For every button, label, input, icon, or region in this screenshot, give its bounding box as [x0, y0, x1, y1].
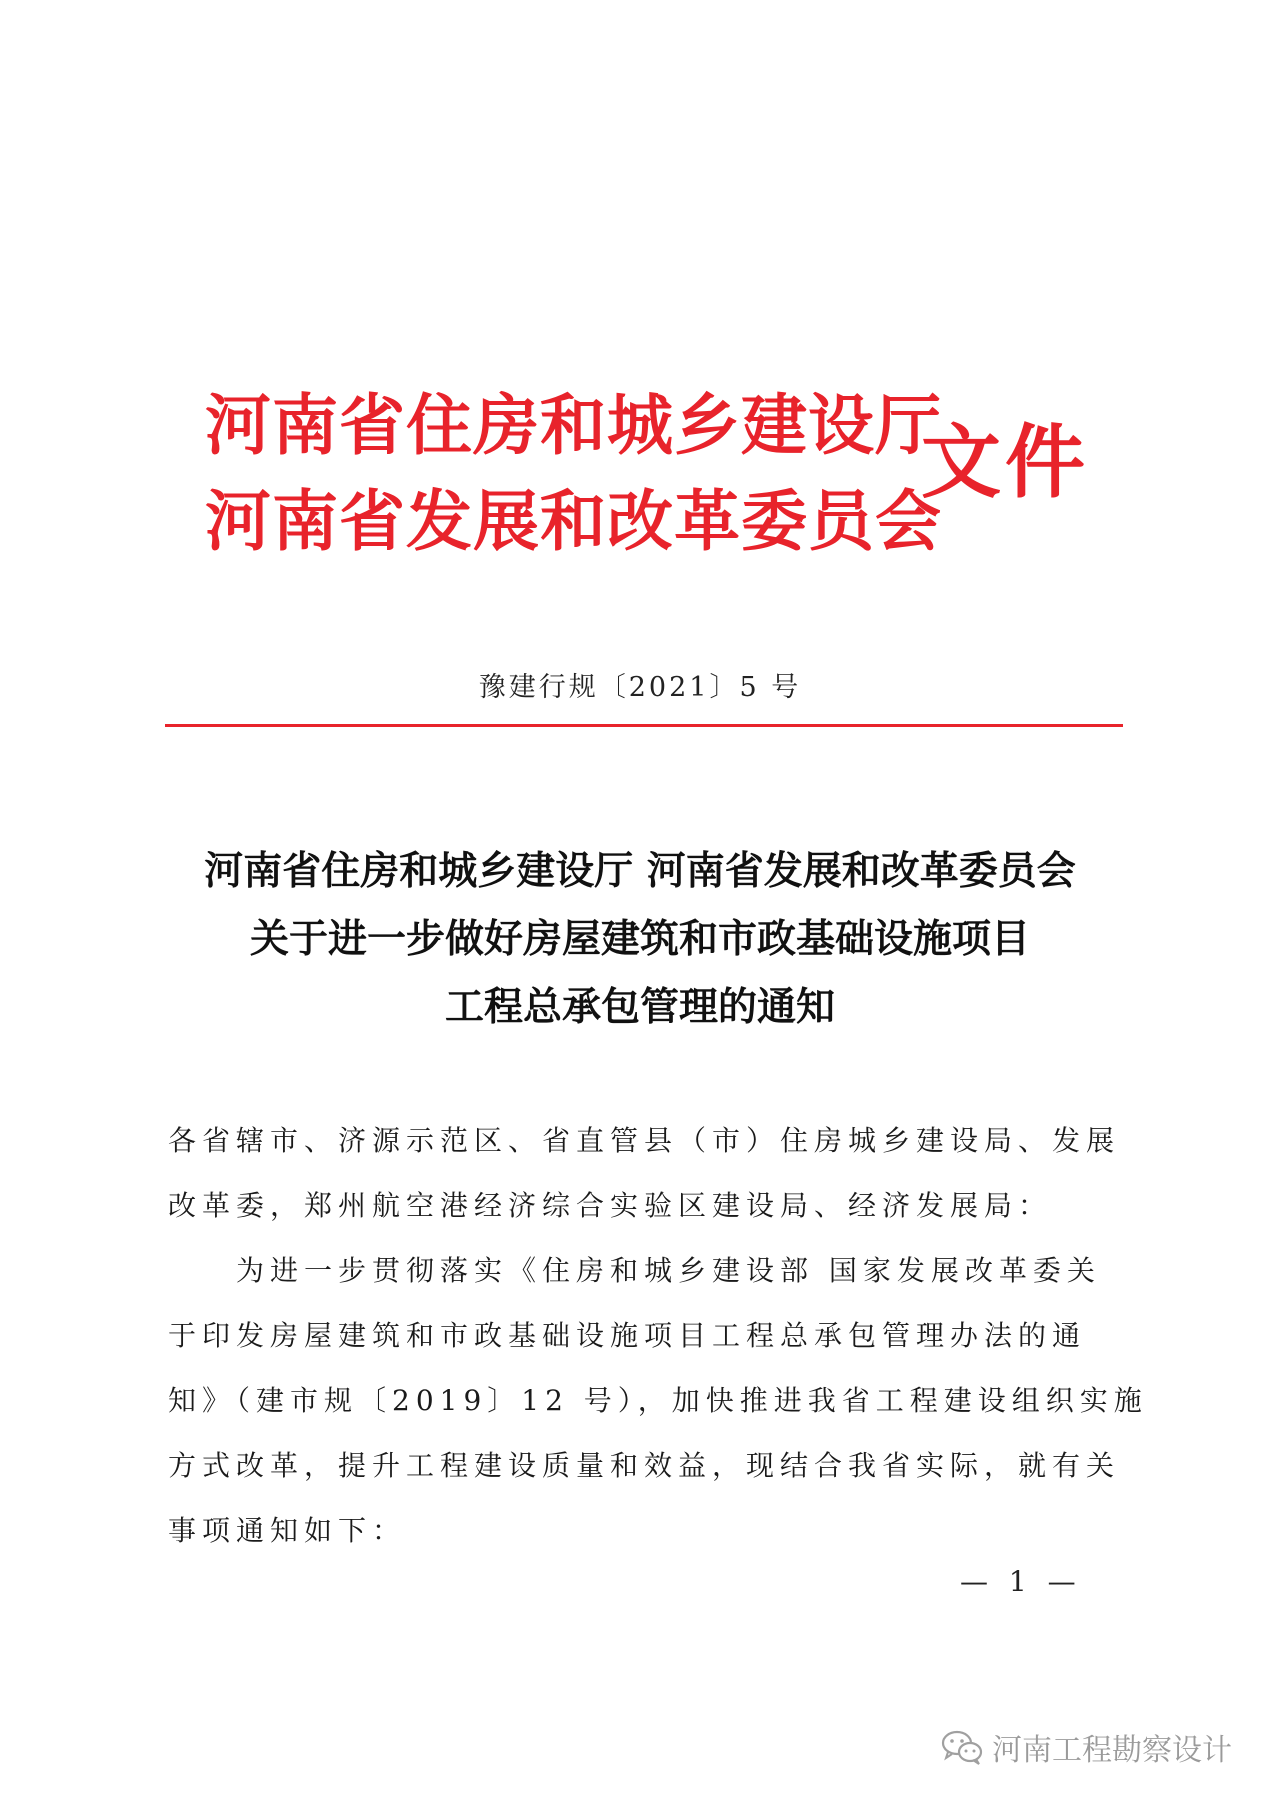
red-divider-line — [165, 724, 1123, 727]
addressee-line: 各省辖市、济源示范区、省直管县（市）住房城乡建设局、发展 — [168, 1124, 1121, 1157]
title-line: 河南省住房和城乡建设厅 河南省发展和改革委员会 — [204, 849, 1076, 894]
issuer-names — [205, 378, 942, 570]
notice-body — [168, 1108, 1148, 1563]
watermark-text: 河南工程勘察设计 — [992, 1733, 1232, 1768]
document-label: 文件 — [921, 416, 1089, 509]
title-line: 工程总承包管理的通知 — [444, 985, 835, 1030]
paragraph-line: 事项通知如下： — [168, 1514, 407, 1547]
paragraph-line: 知》（建市规〔2019〕12 号），加快推进我省工程建设组织实施 — [168, 1384, 1148, 1417]
paragraph-line: 于印发房屋建筑和市政基础设施项目工程总承包管理办法的通 — [168, 1319, 1087, 1352]
paragraph-line: 方式改革，提升工程建设质量和效益，现结合我省实际，就有关 — [168, 1449, 1121, 1482]
document-number: 豫建行规〔2021〕5 号 — [478, 672, 802, 703]
issuer-housing-department: 河南省住房和城乡建设厅 — [205, 387, 942, 464]
red-masthead — [205, 378, 1089, 560]
title-line: 关于进一步做好房屋建筑和市政基础设施项目 — [249, 917, 1030, 962]
wechat-icon — [940, 1727, 984, 1767]
page-number: — 1 — — [960, 1565, 1082, 1598]
paragraph-line: 为进一步贯彻落实《住房和城乡建设部 国家发展改革委关 — [236, 1254, 1101, 1287]
notice-title — [0, 838, 1280, 1042]
addressee-line: 改革委，郑州航空港经济综合实验区建设局、经济发展局： — [168, 1189, 1053, 1222]
issuer-development-commission: 河南省发展和改革委员会 — [205, 483, 942, 560]
source-watermark — [940, 1722, 1232, 1772]
